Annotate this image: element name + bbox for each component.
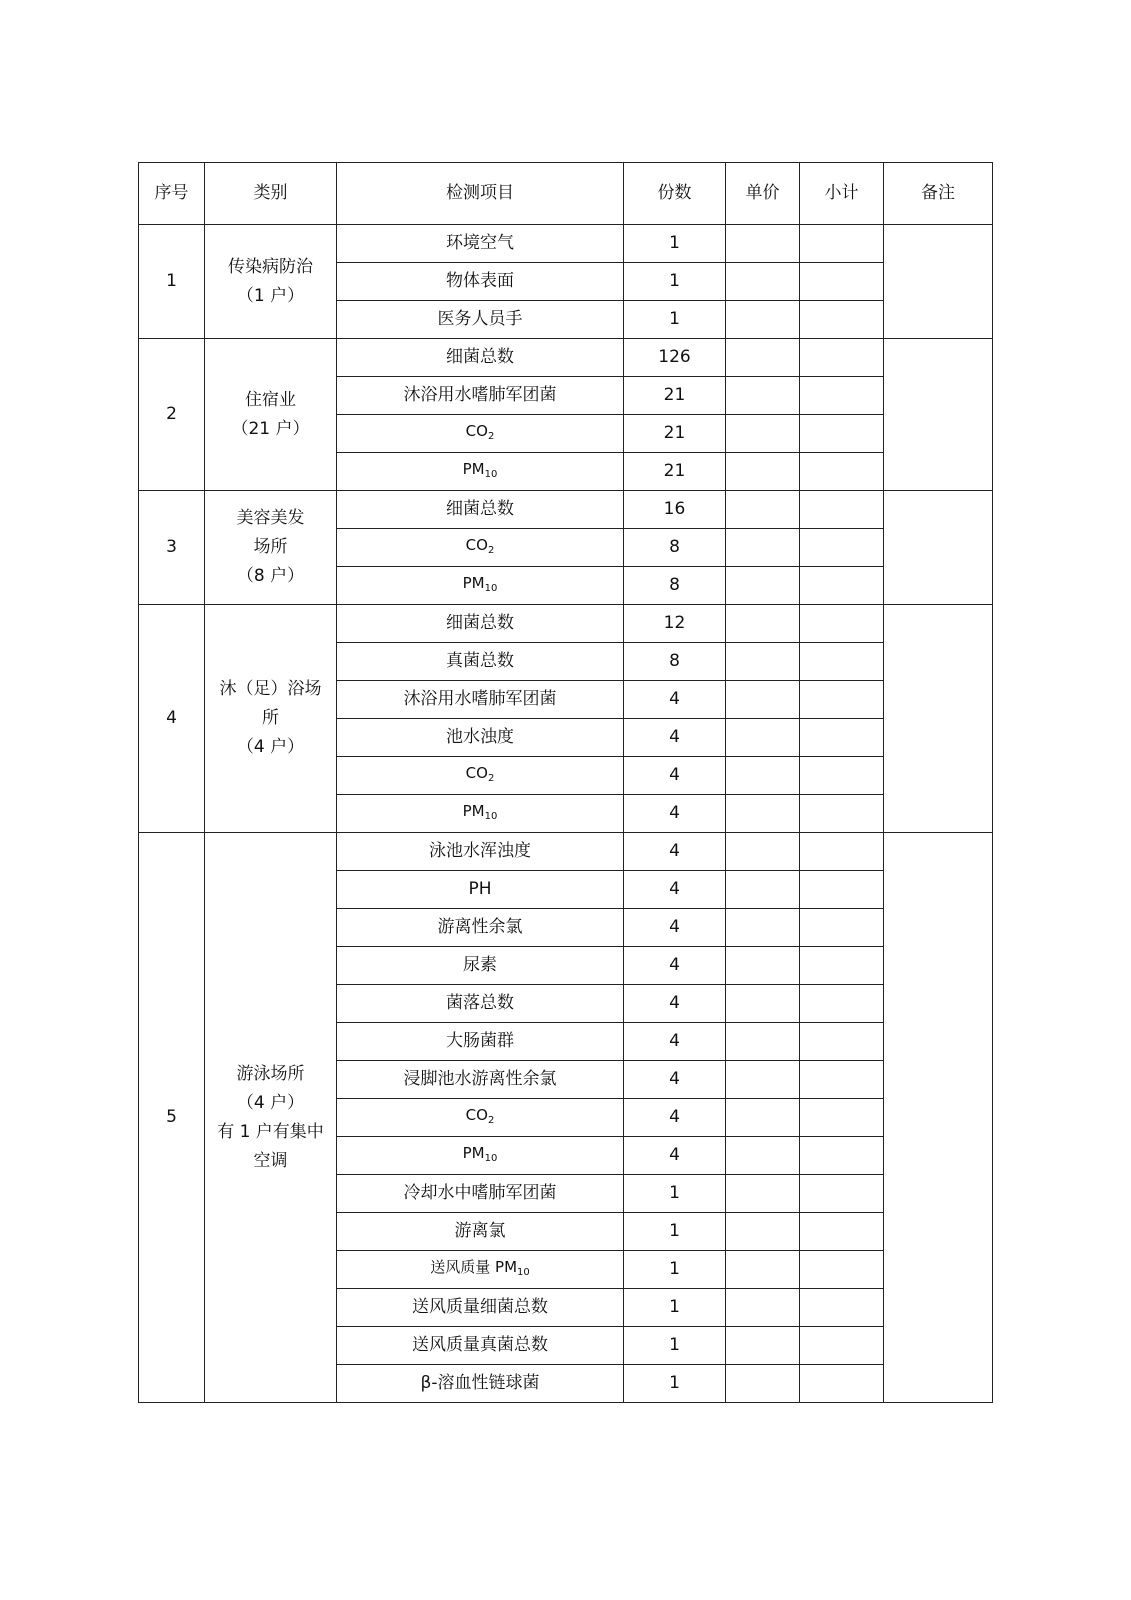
category-line: 传染病防治 (228, 256, 313, 277)
row-price-cell (726, 985, 800, 1023)
row-subtotal-cell (800, 377, 884, 415)
row-subtotal-cell (800, 1289, 884, 1327)
row-count-cell: 16 (624, 491, 726, 529)
row-price-cell (726, 377, 800, 415)
row-count-cell: 1 (624, 225, 726, 263)
row-subtotal-cell (800, 529, 884, 567)
row-subtotal-cell (800, 795, 884, 833)
row-price-cell (726, 1099, 800, 1137)
row-subtotal-cell (800, 719, 884, 757)
row-count-cell: 4 (624, 947, 726, 985)
item-name: CO (465, 763, 488, 782)
item-name: 游离氯 (454, 1221, 506, 1241)
category-line: 美容美发 (236, 508, 305, 528)
row-subtotal-cell (800, 833, 884, 871)
row-count-cell: 8 (624, 529, 726, 567)
row-subtotal-cell (800, 1099, 884, 1137)
row-subtotal-cell (800, 1061, 884, 1099)
item-name: 环境空气 (446, 233, 514, 253)
row-price-cell (726, 1061, 800, 1099)
row-count-cell: 4 (624, 985, 726, 1023)
row-count-cell: 4 (624, 719, 726, 757)
row-item-cell (337, 377, 624, 415)
row-item-cell (337, 301, 624, 339)
item-name: 冷却水中嗜肺军团菌 (403, 1183, 557, 1203)
header-seq: 序号 (139, 163, 205, 225)
row-item-cell (337, 529, 624, 567)
category-line: 沐（足）浴场 (219, 679, 322, 699)
row-item-cell (337, 985, 624, 1023)
row-item-cell (337, 567, 624, 605)
item-name: 池水浊度 (446, 727, 514, 747)
row-price-cell (726, 301, 800, 339)
category-line: 所 (262, 708, 279, 728)
row-count-cell: 4 (624, 1023, 726, 1061)
item-subscript: 10 (484, 582, 498, 594)
item-name: 细菌总数 (446, 613, 514, 633)
row-count-cell: 12 (624, 605, 726, 643)
row-price-cell (726, 567, 800, 605)
row-subtotal-cell (800, 1213, 884, 1251)
row-item-cell (337, 795, 624, 833)
row-item-cell (337, 1137, 624, 1175)
row-subtotal-cell (800, 947, 884, 985)
row-category-cell (205, 833, 337, 1403)
row-item-cell (337, 415, 624, 453)
row-count-cell: 4 (624, 833, 726, 871)
row-item-cell (337, 453, 624, 491)
row-price-cell (726, 1023, 800, 1061)
table-row (139, 605, 993, 643)
item-name: 医务人员手 (437, 309, 523, 329)
row-category-cell (205, 491, 337, 605)
row-count-cell: 4 (624, 681, 726, 719)
category-line: （1 户） (236, 285, 305, 306)
row-count-cell: 4 (624, 1061, 726, 1099)
header-category: 类别 (205, 163, 337, 225)
row-subtotal-cell (800, 681, 884, 719)
row-subtotal-cell (800, 1175, 884, 1213)
row-subtotal-cell (800, 225, 884, 263)
item-name: CO (465, 535, 488, 554)
row-price-cell (726, 643, 800, 681)
item-name: 尿素 (463, 955, 497, 975)
row-item-cell (337, 1213, 624, 1251)
row-item-cell (337, 1099, 624, 1137)
row-count-cell: 8 (624, 567, 726, 605)
item-name: 送风质量 PM (430, 1257, 518, 1276)
row-price-cell (726, 529, 800, 567)
item-name: PH (468, 879, 492, 899)
row-item-cell (337, 263, 624, 301)
row-seq-cell: 1 (139, 225, 205, 339)
row-subtotal-cell (800, 909, 884, 947)
item-subscript: 10 (484, 468, 498, 480)
row-subtotal-cell (800, 1251, 884, 1289)
row-price-cell (726, 1251, 800, 1289)
row-count-cell: 4 (624, 1137, 726, 1175)
row-item-cell (337, 871, 624, 909)
item-subscript: 2 (487, 1114, 495, 1126)
item-name: PM (462, 459, 485, 478)
category-line: （4 户） (236, 1092, 305, 1113)
row-price-cell (726, 947, 800, 985)
row-count-cell: 1 (624, 1327, 726, 1365)
item-name: PM (462, 1143, 485, 1162)
test-items-table (138, 162, 993, 1403)
row-remark-cell (884, 225, 993, 339)
row-subtotal-cell (800, 301, 884, 339)
item-name: 物体表面 (446, 271, 514, 291)
item-name: 泳池水浑浊度 (429, 841, 531, 861)
item-name: 菌落总数 (446, 993, 514, 1013)
row-price-cell (726, 225, 800, 263)
row-item-cell (337, 1365, 624, 1403)
item-subscript: 10 (484, 1152, 498, 1164)
category-line: 有 1 户有集中 (217, 1121, 324, 1142)
header-remark: 备注 (884, 163, 993, 225)
row-remark-cell (884, 833, 993, 1403)
row-count-cell: 4 (624, 909, 726, 947)
row-item-cell (337, 719, 624, 757)
row-remark-cell (884, 491, 993, 605)
item-name: 沐浴用水嗜肺军团菌 (403, 385, 557, 405)
row-count-cell: 1 (624, 1175, 726, 1213)
row-price-cell (726, 719, 800, 757)
item-subscript: 2 (487, 430, 495, 442)
row-count-cell: 1 (624, 301, 726, 339)
item-subscript: 10 (517, 1266, 530, 1278)
row-price-cell (726, 871, 800, 909)
row-subtotal-cell (800, 757, 884, 795)
header-row (139, 163, 993, 225)
row-remark-cell (884, 339, 993, 491)
row-count-cell: 21 (624, 453, 726, 491)
row-price-cell (726, 491, 800, 529)
item-name: 大肠菌群 (446, 1031, 514, 1051)
category-line: （21 户） (231, 418, 310, 439)
row-count-cell: 1 (624, 1251, 726, 1289)
row-count-cell: 21 (624, 415, 726, 453)
category-line: 空调 (253, 1150, 288, 1171)
row-item-cell (337, 1061, 624, 1099)
header-item: 检测项目 (337, 163, 624, 225)
category-line: 住宿业 (245, 389, 296, 410)
row-item-cell (337, 643, 624, 681)
row-price-cell (726, 1213, 800, 1251)
item-subscript: 2 (487, 772, 495, 784)
row-count-cell: 21 (624, 377, 726, 415)
header-price: 单价 (726, 163, 800, 225)
row-price-cell (726, 1327, 800, 1365)
item-name: β-溶血性链球菌 (420, 1373, 540, 1393)
item-name: CO (465, 421, 488, 440)
item-name: PM (462, 573, 485, 592)
row-item-cell (337, 1327, 624, 1365)
row-price-cell (726, 757, 800, 795)
item-name: PM (462, 801, 485, 820)
row-item-cell (337, 1023, 624, 1061)
row-subtotal-cell (800, 1327, 884, 1365)
item-name: 浸脚池水游离性余氯 (403, 1069, 557, 1089)
row-subtotal-cell (800, 871, 884, 909)
row-subtotal-cell (800, 1365, 884, 1403)
row-count-cell: 1 (624, 1365, 726, 1403)
row-subtotal-cell (800, 985, 884, 1023)
table-body (139, 225, 993, 1403)
item-name: 沐浴用水嗜肺军团菌 (403, 689, 557, 709)
row-item-cell (337, 1289, 624, 1327)
row-count-cell: 8 (624, 643, 726, 681)
table-row (139, 339, 993, 377)
table-row (139, 225, 993, 263)
header-count: 份数 (624, 163, 726, 225)
category-line: 游泳场所 (236, 1063, 305, 1084)
row-price-cell (726, 833, 800, 871)
row-price-cell (726, 453, 800, 491)
row-subtotal-cell (800, 1137, 884, 1175)
row-count-cell: 4 (624, 1099, 726, 1137)
row-subtotal-cell (800, 339, 884, 377)
row-price-cell (726, 909, 800, 947)
row-count-cell: 1 (624, 1289, 726, 1327)
row-item-cell (337, 339, 624, 377)
row-subtotal-cell (800, 263, 884, 301)
row-item-cell (337, 605, 624, 643)
row-price-cell (726, 681, 800, 719)
row-seq-cell: 3 (139, 491, 205, 605)
row-price-cell (726, 1137, 800, 1175)
item-name: 真菌总数 (446, 651, 514, 671)
item-name: 游离性余氯 (437, 917, 523, 937)
row-count-cell: 1 (624, 263, 726, 301)
row-price-cell (726, 605, 800, 643)
row-category-cell (205, 339, 337, 491)
row-count-cell: 4 (624, 757, 726, 795)
row-subtotal-cell (800, 415, 884, 453)
row-count-cell: 4 (624, 795, 726, 833)
row-count-cell: 4 (624, 871, 726, 909)
row-seq-cell: 5 (139, 833, 205, 1403)
row-count-cell: 126 (624, 339, 726, 377)
row-price-cell (726, 1365, 800, 1403)
row-subtotal-cell (800, 491, 884, 529)
row-category-cell (205, 605, 337, 833)
category-line: （4 户） (236, 737, 305, 757)
row-seq-cell: 4 (139, 605, 205, 833)
item-name: 细菌总数 (446, 499, 514, 519)
row-category-cell (205, 225, 337, 339)
item-name: 送风质量细菌总数 (412, 1297, 548, 1317)
row-price-cell (726, 795, 800, 833)
table-row (139, 491, 993, 529)
row-item-cell (337, 681, 624, 719)
item-subscript: 2 (487, 544, 495, 556)
row-subtotal-cell (800, 643, 884, 681)
item-name: 细菌总数 (446, 347, 514, 367)
row-price-cell (726, 339, 800, 377)
row-subtotal-cell (800, 453, 884, 491)
row-seq-cell: 2 (139, 339, 205, 491)
category-line: 场所 (253, 537, 288, 557)
row-price-cell (726, 415, 800, 453)
row-count-cell: 1 (624, 1213, 726, 1251)
row-subtotal-cell (800, 567, 884, 605)
row-item-cell (337, 491, 624, 529)
item-subscript: 10 (484, 810, 498, 822)
row-item-cell (337, 909, 624, 947)
category-line: （8 户） (236, 566, 305, 586)
row-item-cell (337, 757, 624, 795)
row-item-cell (337, 1175, 624, 1213)
row-price-cell (726, 1289, 800, 1327)
row-subtotal-cell (800, 605, 884, 643)
row-subtotal-cell (800, 1023, 884, 1061)
header-subtotal: 小计 (800, 163, 884, 225)
item-name: 送风质量真菌总数 (412, 1335, 548, 1355)
row-price-cell (726, 263, 800, 301)
item-name: CO (465, 1105, 488, 1124)
table-row (139, 833, 993, 871)
row-item-cell (337, 225, 624, 263)
row-remark-cell (884, 605, 993, 833)
row-item-cell (337, 833, 624, 871)
row-item-cell (337, 1251, 624, 1289)
row-price-cell (726, 1175, 800, 1213)
row-item-cell (337, 947, 624, 985)
